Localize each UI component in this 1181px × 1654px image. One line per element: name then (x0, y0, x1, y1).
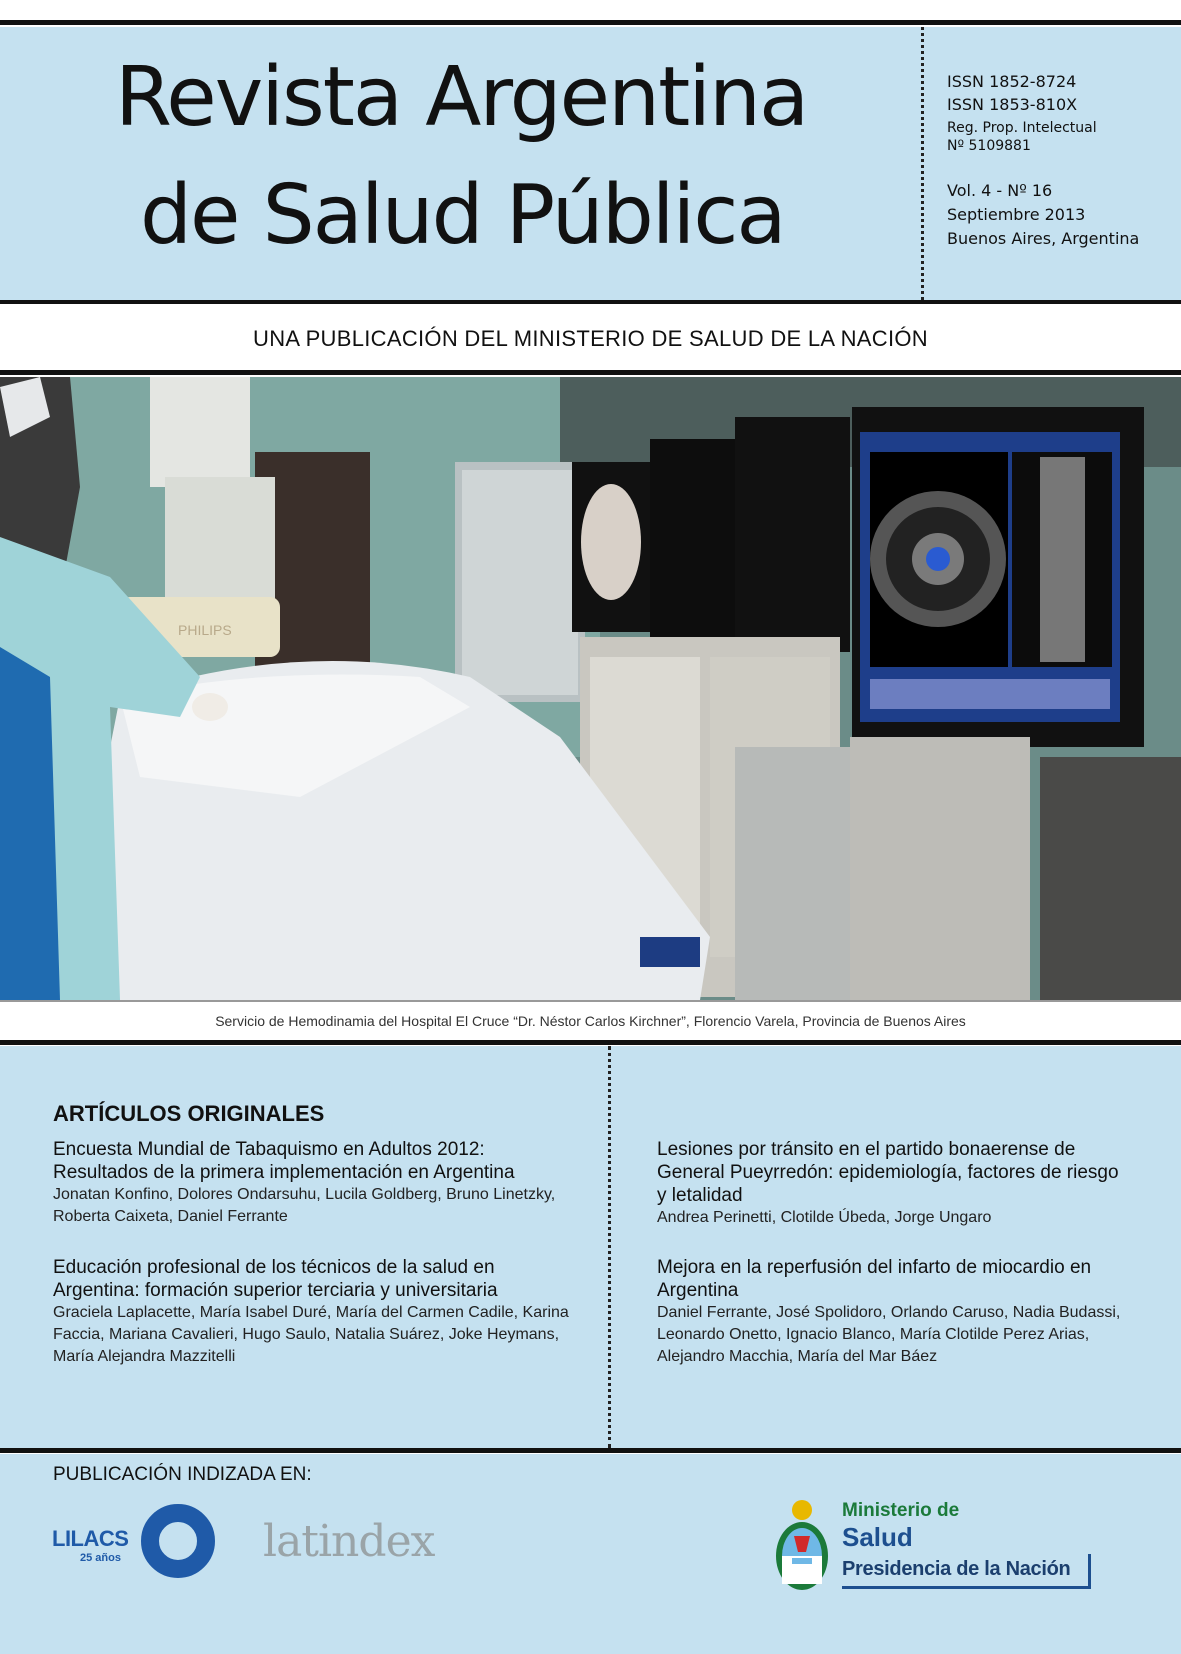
publisher-line: UNA PUBLICACIÓN DEL MINISTERIO DE SALUD DE LA NACIÓN (253, 326, 928, 351)
header-bottom-rule (0, 300, 1181, 304)
cover-photo (0, 377, 1181, 1000)
ministerio-line2: Salud (842, 1522, 913, 1552)
article-title: Mejora en la reperfusión del infarto de miocardio en Argentina (657, 1257, 1092, 1301)
masthead (0, 27, 1181, 300)
latindex-logo[interactable]: latindex (263, 1516, 435, 1567)
issue-place: Buenos Aires, Argentina (947, 229, 1140, 248)
ministerio-corner (1088, 1554, 1091, 1589)
cath-lab-illustration (0, 377, 1181, 1000)
argentina-coat-of-arms-icon (772, 1496, 832, 1600)
article-item[interactable] (53, 1256, 573, 1368)
article-item[interactable] (53, 1138, 573, 1228)
footer-top-rule (0, 1448, 1181, 1453)
article-authors: Andrea Perinetti, Clotilde Úbeda, Jorge Ungaro (657, 1209, 992, 1226)
article-title: Educación profesional de los técnicos de la salud en Argentina: formación superior terciaria y universitaria (53, 1257, 498, 1301)
ministerio-underline (842, 1586, 1090, 1589)
article-title: Lesiones por tránsito en el partido bonaerense de General Pueyrredón: epidemiología, factores de riesgo y letalidad (657, 1139, 1119, 1206)
ministerio-line3: Presidencia de la Nación (842, 1558, 1071, 1580)
ministerio-logo[interactable] (772, 1496, 1102, 1606)
articles-dotted-divider (608, 1046, 611, 1448)
article-authors: Jonatan Konfino, Dolores Ondarsuhu, Lucila Goldberg, Bruno Linetzky, Roberta Caixeta, Daniel Ferrante (53, 1186, 556, 1225)
lilacs-ring-icon (140, 1502, 216, 1580)
article-authors: Graciela Laplacette, María Isabel Duré, María del Carmen Cadile, Karina Faccia, Mariana Cavalieri, Hugo Saulo, Natalia Suárez, Joke Heymans, María Alejandra Mazzitelli (53, 1304, 569, 1365)
journal-title-line2: de Salud Pública (140, 168, 785, 263)
journal-title-line1: Revista Argentina (115, 50, 808, 145)
photo-caption: Servicio de Hemodinamia del Hospital El Cruce “Dr. Néstor Carlos Kirchner”, Florencio Varela, Provincia de Buenos Aires (215, 1013, 966, 1029)
articles-panel (0, 1046, 1181, 1448)
article-title: Encuesta Mundial de Tabaquismo en Adultos 2012: Resultados de la primera implementación en Argentina (53, 1139, 515, 1183)
photo-bottom-line (0, 1000, 1181, 1002)
footer-panel (0, 1454, 1181, 1654)
reg-number: Nº 5109881 (947, 138, 1031, 154)
issue-date: Septiembre 2013 (947, 205, 1086, 224)
ministerio-line1: Ministerio de (842, 1500, 960, 1521)
article-item[interactable] (657, 1256, 1127, 1368)
reg-prop: Reg. Prop. Intelectual (947, 120, 1097, 136)
issn-online: ISSN 1853-810X (947, 95, 1078, 114)
section-heading: ARTÍCULOS ORIGINALES (53, 1101, 325, 1126)
indexed-label: PUBLICACIÓN INDIZADA EN: (53, 1464, 312, 1485)
article-authors: Daniel Ferrante, José Spolidoro, Orlando Caruso, Nadia Budassi, Leonardo Onetto, Ignacio Blanco, María Clotilde Perez Arias, Alejandro Macchia, María del Mar Báez (657, 1304, 1121, 1365)
articles-top-rule (0, 1040, 1181, 1045)
photo-top-rule (0, 370, 1181, 375)
lilacs-wordmark: LILACS (52, 1526, 129, 1551)
top-rule (0, 20, 1181, 25)
header-dotted-divider (921, 27, 924, 300)
volume-number: Vol. 4 - Nº 16 (947, 181, 1053, 200)
issn-print: ISSN 1852-8724 (947, 72, 1077, 91)
lilacs-logo[interactable] (52, 1502, 217, 1582)
article-item[interactable] (657, 1138, 1127, 1229)
philips-label: PHILIPS (178, 622, 232, 638)
lilacs-anniversary: 25 años (80, 1552, 121, 1564)
